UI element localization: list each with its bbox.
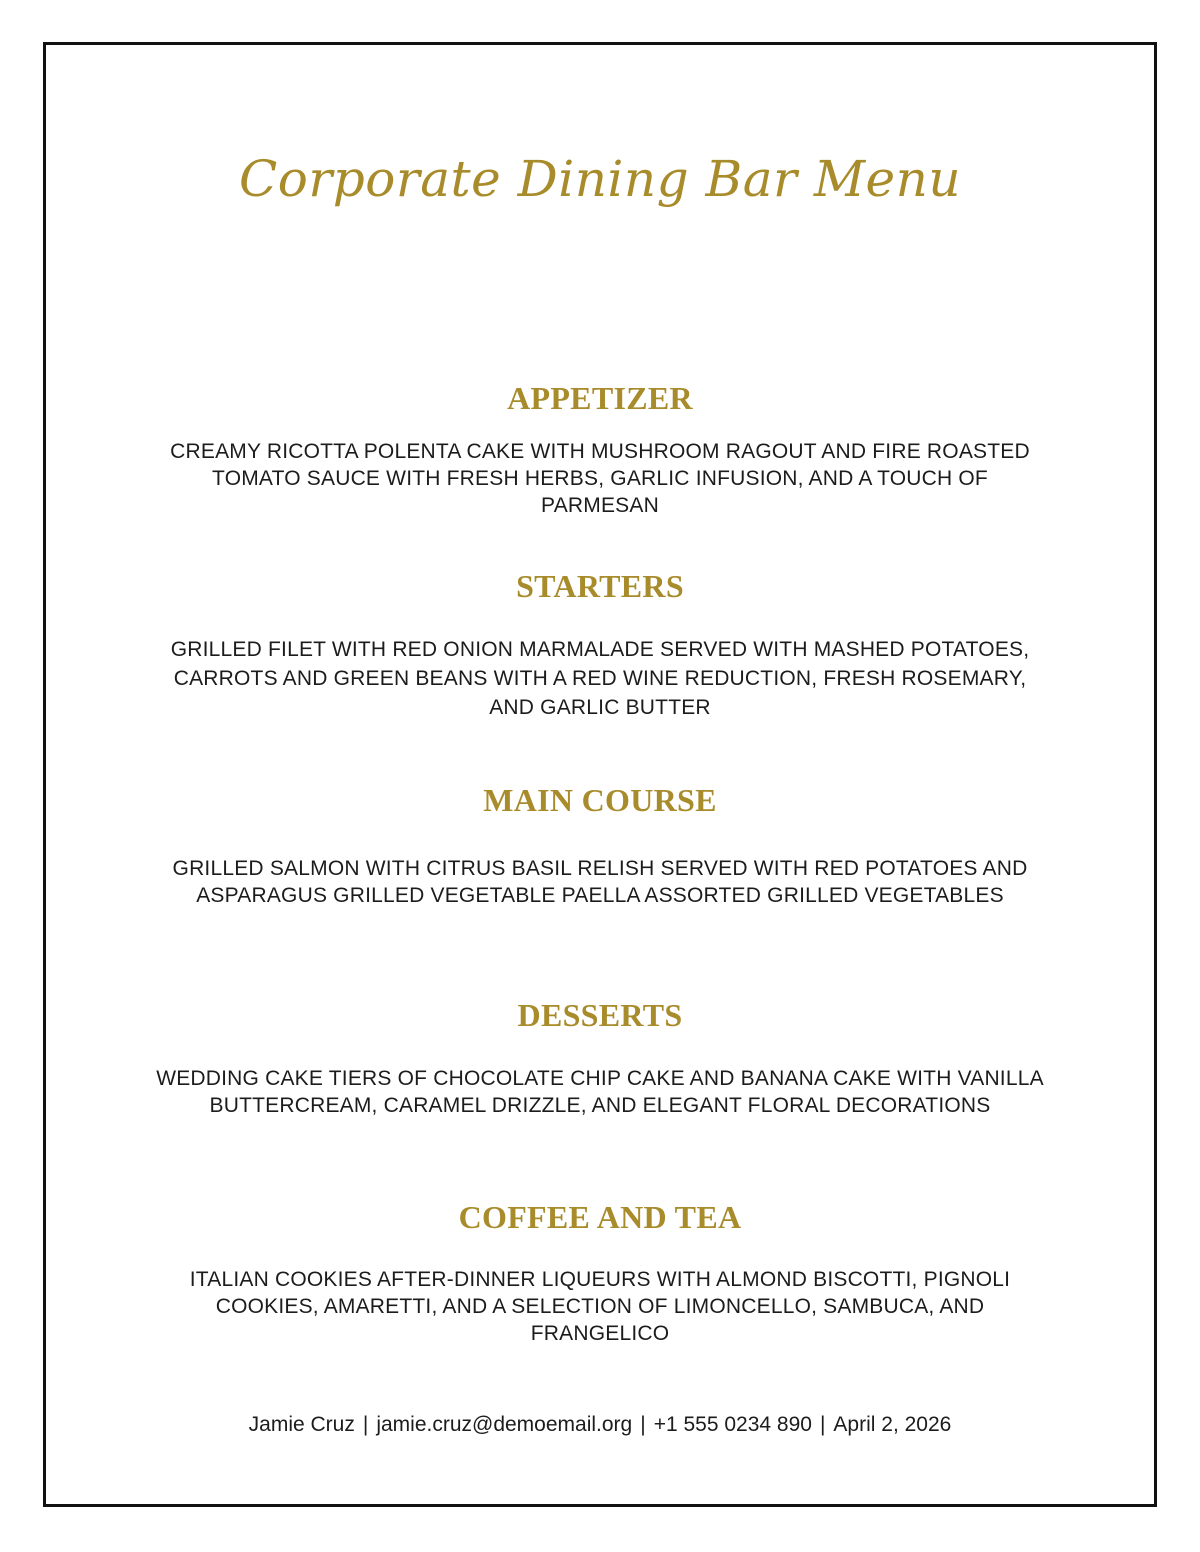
- section-heading: APPETIZER: [507, 380, 693, 416]
- section-heading: MAIN COURSE: [483, 782, 717, 818]
- contact-email[interactable]: jamie.cruz@demoemail.org: [376, 1413, 633, 1436]
- section-heading: COFFEE AND TEA: [458, 1199, 742, 1235]
- section-desserts: [0, 997, 1200, 1119]
- separator: |: [819, 1413, 826, 1436]
- section-description: ITALIAN COOKIES AFTER-DINNER LIQUEURS WITH ALMOND BISCOTTI, PIGNOLI COOKIES, AMARETTI, AND A SELECTION OF LIMONCELLO, SAMBUCA, AND FRANGELICO: [189, 1268, 1011, 1345]
- separator: |: [640, 1413, 646, 1436]
- section-heading: DESSERTS: [517, 997, 683, 1033]
- section-main-course: [0, 782, 1200, 909]
- section-description: WEDDING CAKE TIERS OF CHOCOLATE CHIP CAKE AND BANANA CAKE WITH VANILLA BUTTERCREAM, CARAMEL DRIZZLE, AND ELEGANT FLORAL DECORATIONS: [156, 1067, 1044, 1117]
- section-heading: STARTERS: [516, 568, 684, 604]
- contact-footer: [0, 1411, 1200, 1439]
- contact-phone[interactable]: +1 555 0234 890: [653, 1413, 812, 1436]
- menu-date: April 2, 2026: [833, 1413, 952, 1436]
- section-appetizer: [0, 380, 1200, 519]
- contact-name: Jamie Cruz: [248, 1413, 355, 1436]
- menu-title: Corporate Dining Bar Menu: [238, 150, 962, 208]
- section-description: GRILLED FILET WITH RED ONION MARMALADE SERVED WITH MASHED POTATOES, CARROTS AND GREEN BEANS WITH A RED WINE REDUCTION, FRESH ROSEMARY, AND GARLIC BUTTER: [170, 638, 1030, 719]
- separator: |: [362, 1413, 369, 1436]
- section-coffee-and-tea: [0, 1199, 1200, 1347]
- section-description: GRILLED SALMON WITH CITRUS BASIL RELISH SERVED WITH RED POTATOES AND ASPARAGUS GRILLED VEGETABLE PAELLA ASSORTED GRILLED VEGETABLES: [172, 857, 1028, 907]
- section-starters: [0, 568, 1200, 722]
- section-description: CREAMY RICOTTA POLENTA CAKE WITH MUSHROOM RAGOUT AND FIRE ROASTED TOMATO SAUCE WITH FRESH HERBS, GARLIC INFUSION, AND A TOUCH OF PARMESAN: [170, 440, 1030, 517]
